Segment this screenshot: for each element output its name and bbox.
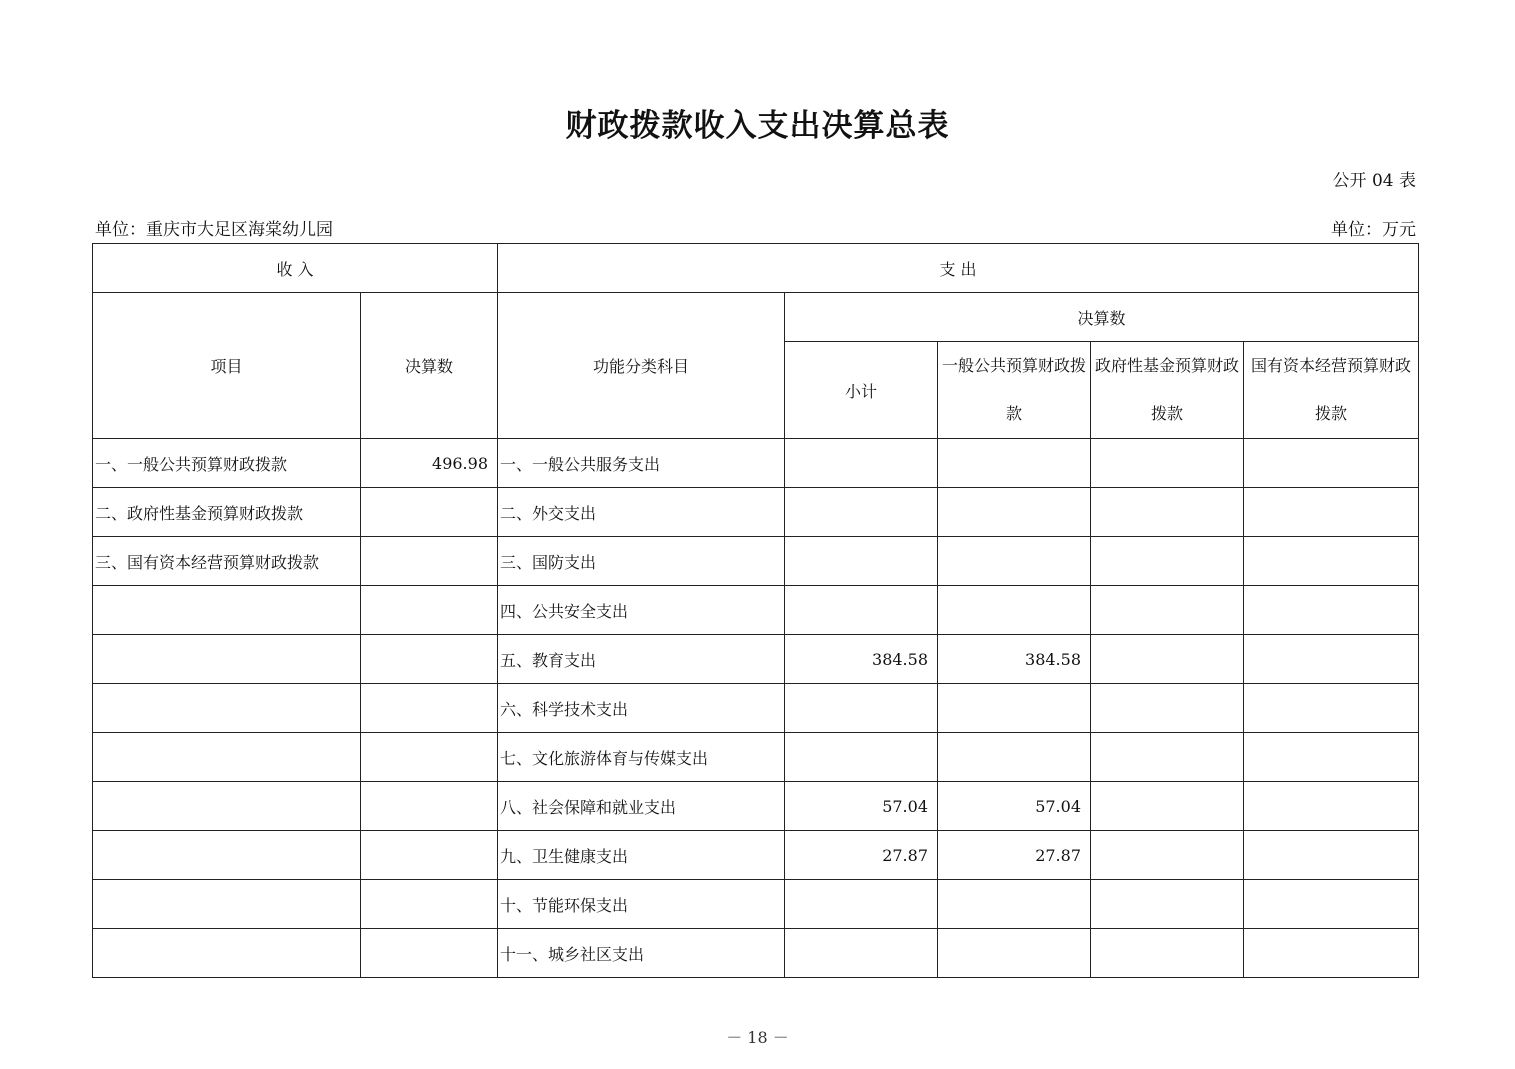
table-row [93, 684, 1419, 733]
income-amount-cell [361, 880, 498, 929]
table-row [93, 929, 1419, 978]
table-row [93, 586, 1419, 635]
income-item-cell [93, 684, 361, 733]
income-amount-cell [361, 635, 498, 684]
subtotal-cell [785, 537, 938, 586]
subtotal-cell [785, 586, 938, 635]
subtotal-header: 小计 [785, 342, 938, 439]
header-row-top [93, 244, 1419, 293]
gov-fund-cell [1091, 684, 1244, 733]
income-amount-cell [361, 684, 498, 733]
general-budget-cell: 27.87 [938, 831, 1091, 880]
income-amount-cell [361, 733, 498, 782]
table-row [93, 831, 1419, 880]
general-budget-cell [938, 684, 1091, 733]
income-item-cell [93, 880, 361, 929]
general-budget-cell: 384.58 [938, 635, 1091, 684]
budget-table [92, 243, 1419, 978]
gov-fund-cell [1091, 929, 1244, 978]
gov-fund-cell [1091, 488, 1244, 537]
income-item-cell [93, 782, 361, 831]
income-item-cell: 三、国有资本经营预算财政拨款 [93, 537, 361, 586]
expenditure-item-cell: 八、社会保障和就业支出 [498, 782, 785, 831]
gov-fund-cell [1091, 537, 1244, 586]
expenditure-item-cell: 七、文化旅游体育与传媒支出 [498, 733, 785, 782]
page-number: － 18 － [726, 1028, 789, 1047]
income-item-cell [93, 929, 361, 978]
general-budget-header: 一般公共预算财政拨款 [938, 342, 1091, 439]
state-capital-cell [1244, 439, 1419, 488]
income-item-cell [93, 831, 361, 880]
state-capital-header: 国有资本经营预算财政拨款 [1244, 342, 1419, 439]
expenditure-item-cell: 三、国防支出 [498, 537, 785, 586]
expenditure-item-cell: 九、卫生健康支出 [498, 831, 785, 880]
income-item-cell: 二、政府性基金预算财政拨款 [93, 488, 361, 537]
subtotal-cell [785, 684, 938, 733]
table-row [93, 439, 1419, 488]
table-row [93, 733, 1419, 782]
subtotal-cell: 27.87 [785, 831, 938, 880]
state-capital-cell [1244, 782, 1419, 831]
state-capital-cell [1244, 635, 1419, 684]
general-budget-cell [938, 880, 1091, 929]
expenditure-item-cell: 十一、城乡社区支出 [498, 929, 785, 978]
income-amount-cell [361, 831, 498, 880]
state-capital-cell [1244, 929, 1419, 978]
income-amount-cell [361, 586, 498, 635]
state-capital-cell [1244, 684, 1419, 733]
state-capital-cell [1244, 537, 1419, 586]
expenditure-header: 支 出 [498, 244, 1419, 293]
state-capital-cell [1244, 880, 1419, 929]
table-row [93, 488, 1419, 537]
income-item-cell: 一、一般公共预算财政拨款 [93, 439, 361, 488]
income-amount-cell: 496.98 [361, 439, 498, 488]
state-capital-cell [1244, 831, 1419, 880]
income-item-cell [93, 586, 361, 635]
form-code: 公开 04 表 [1332, 171, 1416, 191]
state-capital-cell [1244, 733, 1419, 782]
gov-fund-cell [1091, 635, 1244, 684]
income-amount-cell [361, 537, 498, 586]
income-amount-cell [361, 929, 498, 978]
gov-fund-cell [1091, 733, 1244, 782]
general-budget-cell [938, 439, 1091, 488]
gov-fund-header: 政府性基金预算财政拨款 [1091, 342, 1244, 439]
expenditure-item-cell: 六、科学技术支出 [498, 684, 785, 733]
gov-fund-cell [1091, 831, 1244, 880]
unit-organization: 单位：重庆市大足区海棠幼儿园 [95, 220, 333, 240]
gov-fund-cell [1091, 782, 1244, 831]
income-amount-cell [361, 488, 498, 537]
gov-fund-cell [1091, 586, 1244, 635]
final-amount-group-header: 决算数 [785, 293, 1419, 342]
state-capital-cell [1244, 586, 1419, 635]
expenditure-item-cell: 二、外交支出 [498, 488, 785, 537]
expenditure-item-cell: 十、节能环保支出 [498, 880, 785, 929]
general-budget-cell: 57.04 [938, 782, 1091, 831]
general-budget-cell [938, 586, 1091, 635]
final-amount-header: 决算数 [361, 293, 498, 439]
gov-fund-cell [1091, 880, 1244, 929]
subtotal-cell [785, 880, 938, 929]
general-budget-cell [938, 537, 1091, 586]
general-budget-cell [938, 733, 1091, 782]
subtotal-cell [785, 929, 938, 978]
table-row [93, 635, 1419, 684]
table-row [93, 880, 1419, 929]
unit-currency: 单位：万元 [1331, 220, 1416, 240]
header-row-mid [93, 293, 1419, 342]
state-capital-cell [1244, 488, 1419, 537]
income-item-cell [93, 635, 361, 684]
subtotal-cell: 57.04 [785, 782, 938, 831]
table-row [93, 782, 1419, 831]
subtotal-cell [785, 488, 938, 537]
income-header: 收 入 [93, 244, 498, 293]
income-amount-cell [361, 782, 498, 831]
function-category-header: 功能分类科目 [498, 293, 785, 439]
subtotal-cell [785, 439, 938, 488]
table-row [93, 537, 1419, 586]
expenditure-item-cell: 四、公共安全支出 [498, 586, 785, 635]
subtotal-cell [785, 733, 938, 782]
income-item-cell [93, 733, 361, 782]
page-title: 财政拨款收入支出决算总表 [565, 108, 950, 144]
expenditure-item-cell: 一、一般公共服务支出 [498, 439, 785, 488]
item-header: 项目 [93, 293, 361, 439]
general-budget-cell [938, 488, 1091, 537]
gov-fund-cell [1091, 439, 1244, 488]
expenditure-item-cell: 五、教育支出 [498, 635, 785, 684]
subtotal-cell: 384.58 [785, 635, 938, 684]
general-budget-cell [938, 929, 1091, 978]
